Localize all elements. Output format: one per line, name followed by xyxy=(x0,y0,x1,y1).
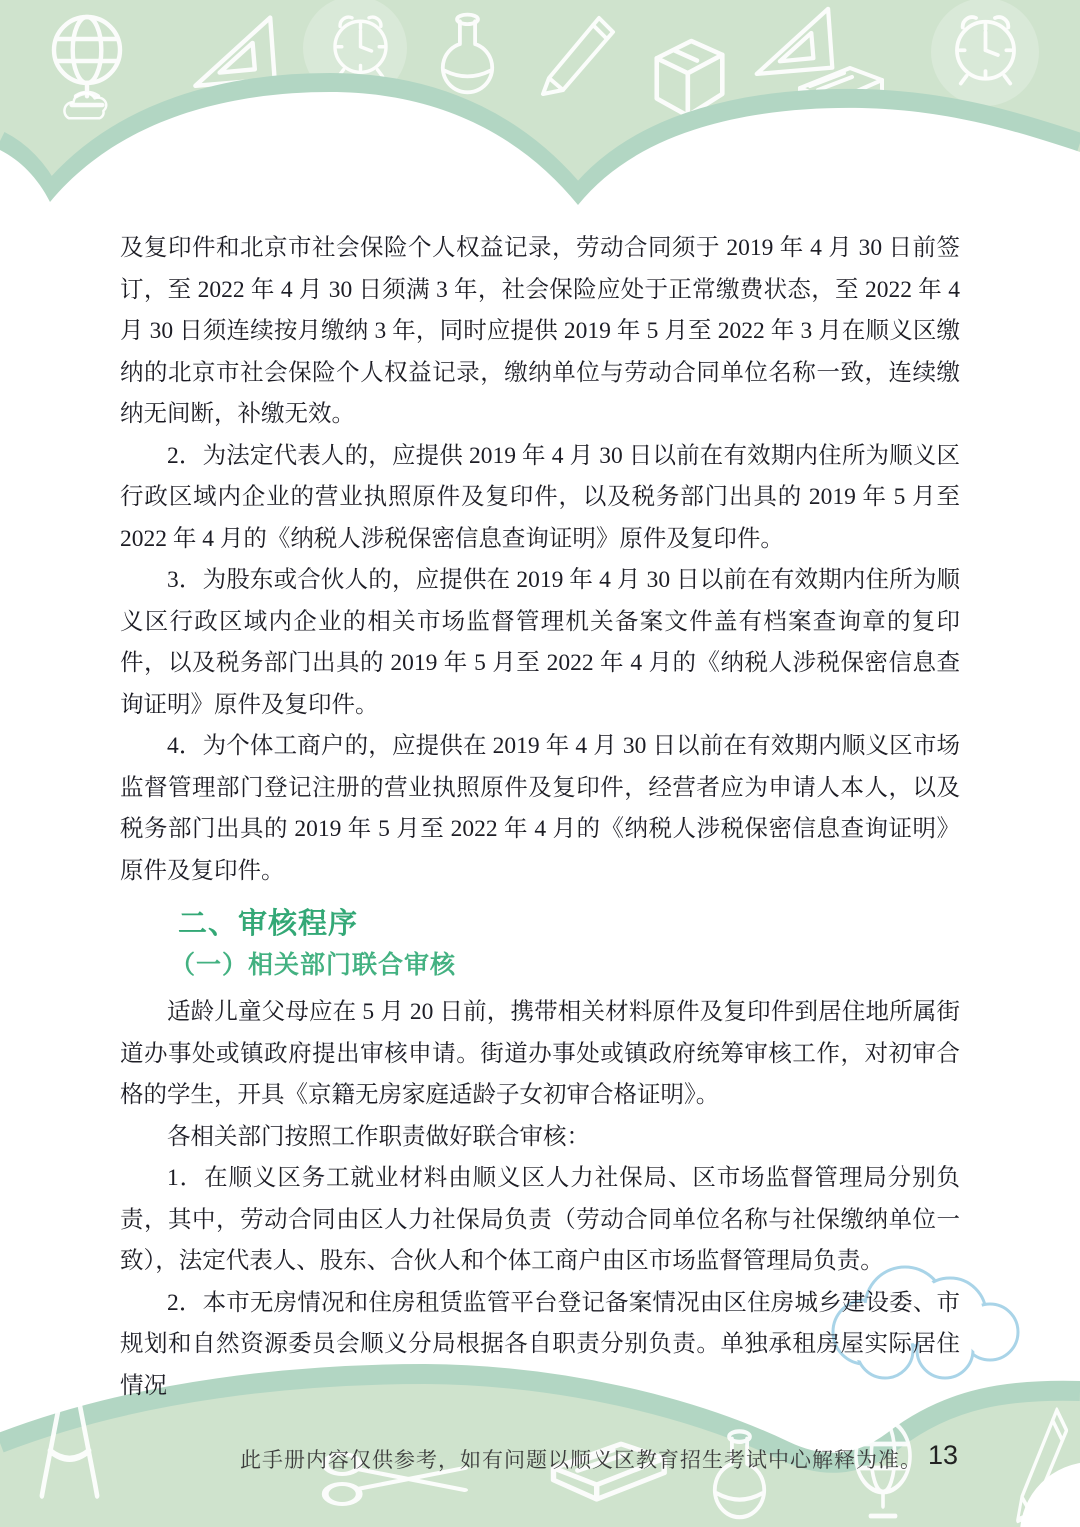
paragraph: 2．本市无房情况和住房租赁监管平台登记备案情况由区住房城乡建设委、市规划和自然资源委员会顺义分局根据各自职责分别负责。单独承租房屋实际居住情况 xyxy=(120,1289,960,1399)
paragraph: 3．为股东或合伙人的，应提供在 2019 年 4 月 30 日以前在有效期内住所为顺义区行政区域内企业的相关市场监督管理机关备案文件盖有档案查询章的复印件，以及税务部门出具的 2019 年 5 月至 2022 年 4 月的《纳税人涉税保密信息查询证明》原件及复印件。 xyxy=(120,567,960,718)
paragraph: 及复印件和北京市社会保险个人权益记录，劳动合同须于 2019 年 4 月 30 日前签订，至 2022 年 4 月 30 日须满 3 年，社会保险应处于正常缴费状态，至 2022 年 4 月 30 日须连续按月缴纳 3 年，同时应提供 2019 年 5 月至 2022 年 3 月在顺义区缴纳的北京市社会保险个人权益记录，缴纳单位与劳动合同单位名称一致，连续缴纳无间断，补缴无效。 xyxy=(120,235,960,427)
section-subheading: （一）相关部门联合审核 xyxy=(170,951,457,979)
paragraph: 4．为个体工商户的，应提供在 2019 年 4 月 30 日以前在有效期内顺义区市场监督管理部门登记注册的营业执照原件及复印件，经营者应为申请人本人，以及税务部门出具的 2019 年 5 月至 2022 年 4 月的《纳税人涉税保密信息查询证明》原件及复印件。 xyxy=(120,733,960,884)
page-number: 13 xyxy=(928,1440,959,1470)
section-heading: 二、审核程序 xyxy=(178,908,359,940)
paragraph: 各相关部门按照工作职责做好联合审核： xyxy=(167,1123,590,1150)
document-body xyxy=(120,228,960,1407)
decor-circle xyxy=(931,0,1039,106)
paragraph: 适龄儿童父母应在 5 月 20 日前，携带相关材料原件及复印件到居住地所属街道办事处或镇政府提出审核申请。街道办事处或镇政府统筹审核工作，对初审合格的学生，开具《京籍无房家庭适龄子女初审合格证明》。 xyxy=(120,999,960,1108)
paragraph: 2．为法定代表人的，应提供 2019 年 4 月 30 日以前在有效期内住所为顺义区行政区域内企业的营业执照原件及复印件，以及税务部门出具的 2019 年 5 月至 2022 年 4 月的《纳税人涉税保密信息查询证明》原件及复印件。 xyxy=(120,442,960,552)
footer-disclaimer: 此手册内容仅供参考，如有问题以顺义区教育招生考试中心解释为准。 xyxy=(240,1448,922,1472)
paragraph: 1．在顺义区务工就业材料由顺义区人力社保局、区市场监督管理局分别负责，其中，劳动合同由区人力社保局负责（劳动合同单位名称与社保缴纳单位一致），法定代表人、股东、合伙人和个体工商户由区市场监督管理局负责。 xyxy=(120,1165,960,1274)
